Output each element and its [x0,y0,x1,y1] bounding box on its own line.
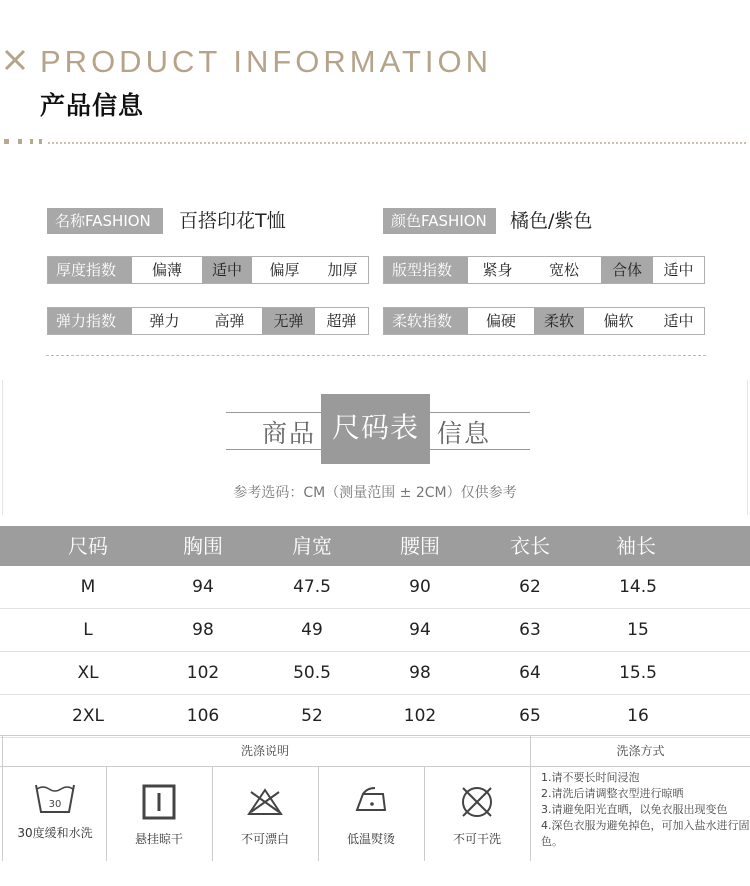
option-normal: 适中 [663,312,694,330]
title-en: PRODUCT INFORMATION [40,44,493,79]
cell-length: 64 [519,663,541,683]
no-dry-clean-icon [458,784,496,820]
cell-chest: 94 [192,577,214,597]
cell-length: 65 [519,706,541,726]
cell-waist: 94 [409,620,431,640]
care-no-dry-clean [424,778,530,864]
cell-size: L [83,620,93,640]
cell-waist: 98 [409,663,431,683]
care-wash-30 [2,776,108,862]
dashed-divider [46,355,706,356]
option-thin: 偏薄 [151,261,182,279]
option-regular: 适中 [663,261,694,279]
care-low-iron [318,778,424,864]
fit-index [383,256,705,284]
cell-length: 62 [519,577,541,597]
dotted-divider [4,139,746,145]
color-value: 橘色/紫色 [510,210,593,232]
title-rule-top-left [226,412,321,413]
care-table [0,735,750,860]
care-method-header: 洗涤方式 [531,736,750,767]
size-title-left: 商品 [262,419,317,448]
option-loose: 宽松 [548,261,579,279]
size-note: 参考选码：CM（测量范围 ± 2CM）仅供参考 [233,485,517,501]
cell-sleeve: 15 [627,620,649,640]
option-hard: 偏硬 [485,312,516,330]
cell-sleeve: 16 [627,706,649,726]
table-row [0,609,750,652]
cell-shoulder: 49 [301,620,323,640]
cell-waist: 90 [409,577,431,597]
option-softish: 偏软 [603,312,634,330]
cell-chest: 102 [186,663,220,683]
cell-size: 2XL [72,706,104,726]
hang-dry-icon [142,784,176,820]
wash-temp-badge: 30 [48,799,62,810]
care-caption: 低温熨烫 [346,832,395,846]
color-label: 颜色FASHION [383,208,496,234]
option-no-stretch-selected: 无弹 [262,308,315,334]
cell-chest: 98 [192,620,214,640]
option-slim: 紧身 [482,261,513,279]
tip-item: 2.请洗后请调整衣型进行晾晒 [541,787,684,800]
care-instructions-header: 洗涤说明 [0,736,530,767]
cell-shoulder: 50.5 [293,663,331,683]
softness-label: 柔软指数 [384,308,468,334]
option-thick: 偏厚 [269,261,300,279]
care-no-bleach [212,778,318,864]
size-table-header [0,526,750,566]
care-caption: 悬挂晾干 [134,832,183,846]
low-iron-icon [351,784,391,818]
cell-length: 63 [519,620,541,640]
name-label: 名称FASHION [47,208,163,234]
elasticity-index [47,307,369,335]
care-hang-dry [106,778,212,864]
cell-chest: 106 [186,706,220,726]
header-length: 衣长 [510,534,550,558]
care-tips [541,770,750,850]
cell-size: XL [77,663,99,683]
header-size: 尺码 [68,534,108,558]
size-title-right: 信息 [437,419,492,448]
option-stretch: 弹力 [149,312,180,330]
cell-size: M [80,577,96,597]
softness-index [383,307,705,335]
header-chest: 胸围 [183,534,223,558]
wash-30-icon [33,782,77,816]
size-title-center: 尺码表 [321,394,430,464]
table-row [0,566,750,609]
care-caption: 不可漂白 [240,832,289,846]
cell-sleeve: 15.5 [619,663,657,683]
name-value: 百搭印花T恤 [179,210,286,232]
option-high-stretch: 高弹 [214,312,245,330]
elasticity-label: 弹力指数 [48,308,132,334]
thickness-label: 厚度指数 [48,257,132,283]
option-medium-selected: 适中 [202,257,252,283]
title-rule-top-right [430,412,530,413]
no-bleach-icon [245,784,285,818]
header-waist: 腰围 [400,534,440,558]
option-soft-selected: 柔软 [534,308,584,334]
tip-item: 3.请避免阳光直晒，以免衣服出现变色 [541,803,728,816]
cell-shoulder: 47.5 [293,577,331,597]
tip-item: 4.深色衣服为避免掉色，可加入盐水进行固色。 [541,819,750,848]
tip-item: 1.请不要长时间浸泡 [541,771,640,784]
cell-waist: 102 [403,706,437,726]
care-caption: 不可干洗 [452,832,501,846]
thickness-index [47,256,369,284]
header-shoulder: 肩宽 [292,534,332,558]
close-x-icon [2,46,30,74]
care-caption: 30度缓和水洗 [17,826,93,840]
table-row [0,652,750,695]
title-cn: 产品信息 [40,91,145,120]
table-row [0,695,750,738]
option-super-stretch: 超弹 [326,312,357,330]
option-fitted-selected: 合体 [601,257,653,283]
option-extra-thick: 加厚 [327,261,358,279]
cell-shoulder: 52 [301,706,323,726]
cell-sleeve: 14.5 [619,577,657,597]
header-sleeve: 袖长 [616,534,656,558]
fit-label: 版型指数 [384,257,468,283]
